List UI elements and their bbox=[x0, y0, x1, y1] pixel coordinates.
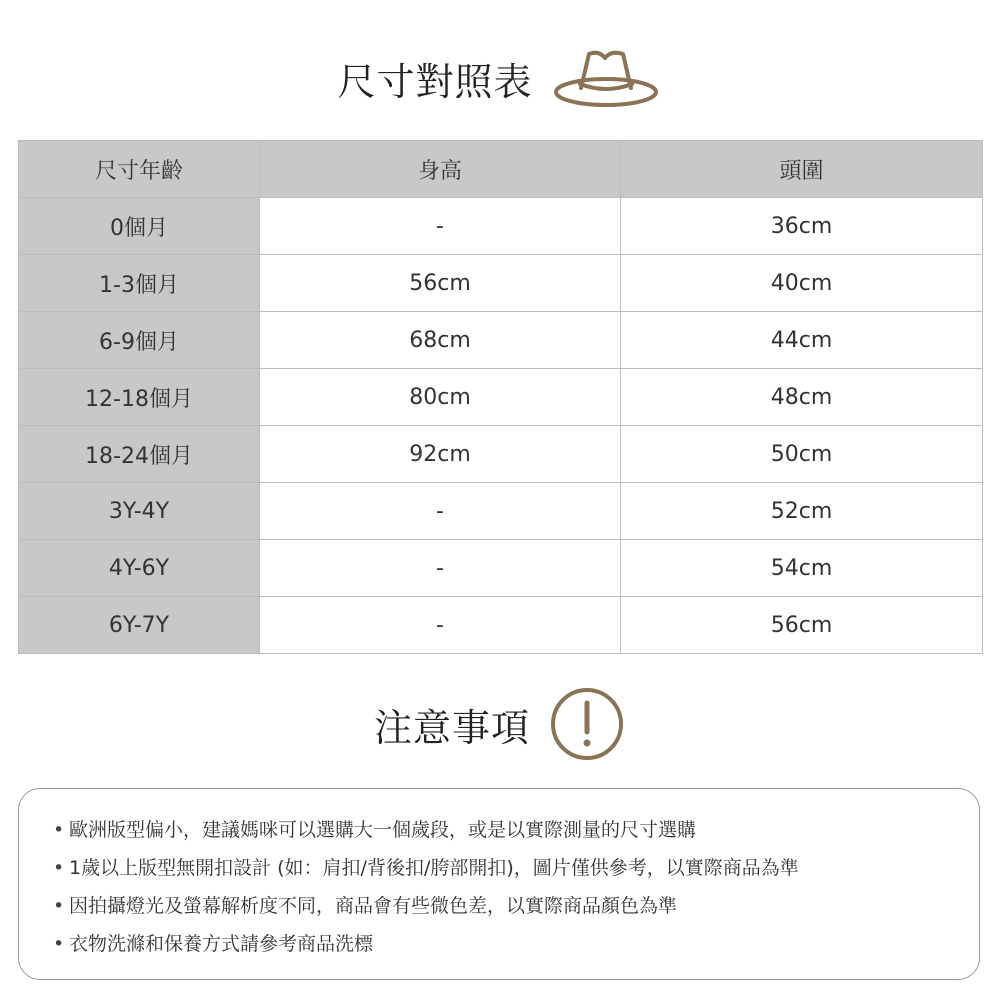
age-cell: 0個月 bbox=[19, 198, 260, 255]
table-row bbox=[19, 369, 983, 426]
head-cell: 48cm bbox=[621, 369, 983, 426]
bullet: • bbox=[53, 895, 65, 917]
notes-title: 注意事項 bbox=[373, 705, 530, 750]
column-header-age: 尺寸年齡 bbox=[19, 141, 260, 198]
age-cell: 3Y-4Y bbox=[19, 483, 260, 540]
list-item bbox=[53, 811, 979, 849]
age-cell: 18-24個月 bbox=[19, 426, 260, 483]
height-cell: 56cm bbox=[260, 255, 621, 312]
head-cell: 52cm bbox=[621, 483, 983, 540]
size-chart-title: 尺寸對照表 bbox=[337, 59, 533, 104]
head-cell: 40cm bbox=[621, 255, 983, 312]
age-cell: 6Y-7Y bbox=[19, 597, 260, 654]
table-row bbox=[19, 198, 983, 255]
bullet: • bbox=[53, 857, 65, 879]
head-cell: 54cm bbox=[621, 540, 983, 597]
note-text: 1歲以上版型無開扣設計 (如：肩扣/背後扣/胯部開扣)，圖片僅供參考，以實際商品為準 bbox=[69, 857, 799, 879]
height-cell: - bbox=[260, 198, 621, 255]
table-row bbox=[19, 426, 983, 483]
note-text: 歐洲版型偏小，建議媽咪可以選購大一個歲段，或是以實際測量的尺寸選購 bbox=[69, 819, 697, 841]
age-cell: 4Y-6Y bbox=[19, 540, 260, 597]
hat-icon bbox=[551, 46, 663, 110]
height-cell: 92cm bbox=[260, 426, 621, 483]
table-row bbox=[19, 312, 983, 369]
head-cell: 56cm bbox=[621, 597, 983, 654]
height-cell: 68cm bbox=[260, 312, 621, 369]
head-cell: 44cm bbox=[621, 312, 983, 369]
bullet: • bbox=[53, 819, 65, 841]
list-item bbox=[53, 849, 979, 887]
height-cell: - bbox=[260, 597, 621, 654]
column-header-height: 身高 bbox=[260, 141, 621, 198]
age-cell: 1-3個月 bbox=[19, 255, 260, 312]
column-header-head: 頭圍 bbox=[621, 141, 983, 198]
notes-list bbox=[53, 811, 979, 963]
list-item bbox=[53, 925, 979, 963]
table-header-row bbox=[19, 141, 983, 198]
table-row bbox=[19, 483, 983, 540]
notes-box bbox=[18, 788, 980, 980]
bullet: • bbox=[53, 933, 65, 955]
height-cell: 80cm bbox=[260, 369, 621, 426]
age-cell: 12-18個月 bbox=[19, 369, 260, 426]
table-row bbox=[19, 255, 983, 312]
size-chart-heading bbox=[0, 44, 1000, 112]
table-row bbox=[19, 597, 983, 654]
height-cell: - bbox=[260, 483, 621, 540]
notes-heading bbox=[0, 686, 1000, 762]
height-cell: - bbox=[260, 540, 621, 597]
size-chart-table bbox=[18, 140, 983, 654]
head-cell: 36cm bbox=[621, 198, 983, 255]
list-item bbox=[53, 887, 979, 925]
exclamation-circle-icon bbox=[548, 685, 626, 763]
head-cell: 50cm bbox=[621, 426, 983, 483]
age-cell: 6-9個月 bbox=[19, 312, 260, 369]
note-text: 衣物洗滌和保養方式請參考商品洗標 bbox=[69, 933, 374, 955]
note-text: 因拍攝燈光及螢幕解析度不同，商品會有些微色差，以實際商品顏色為準 bbox=[69, 895, 678, 917]
table-row bbox=[19, 540, 983, 597]
